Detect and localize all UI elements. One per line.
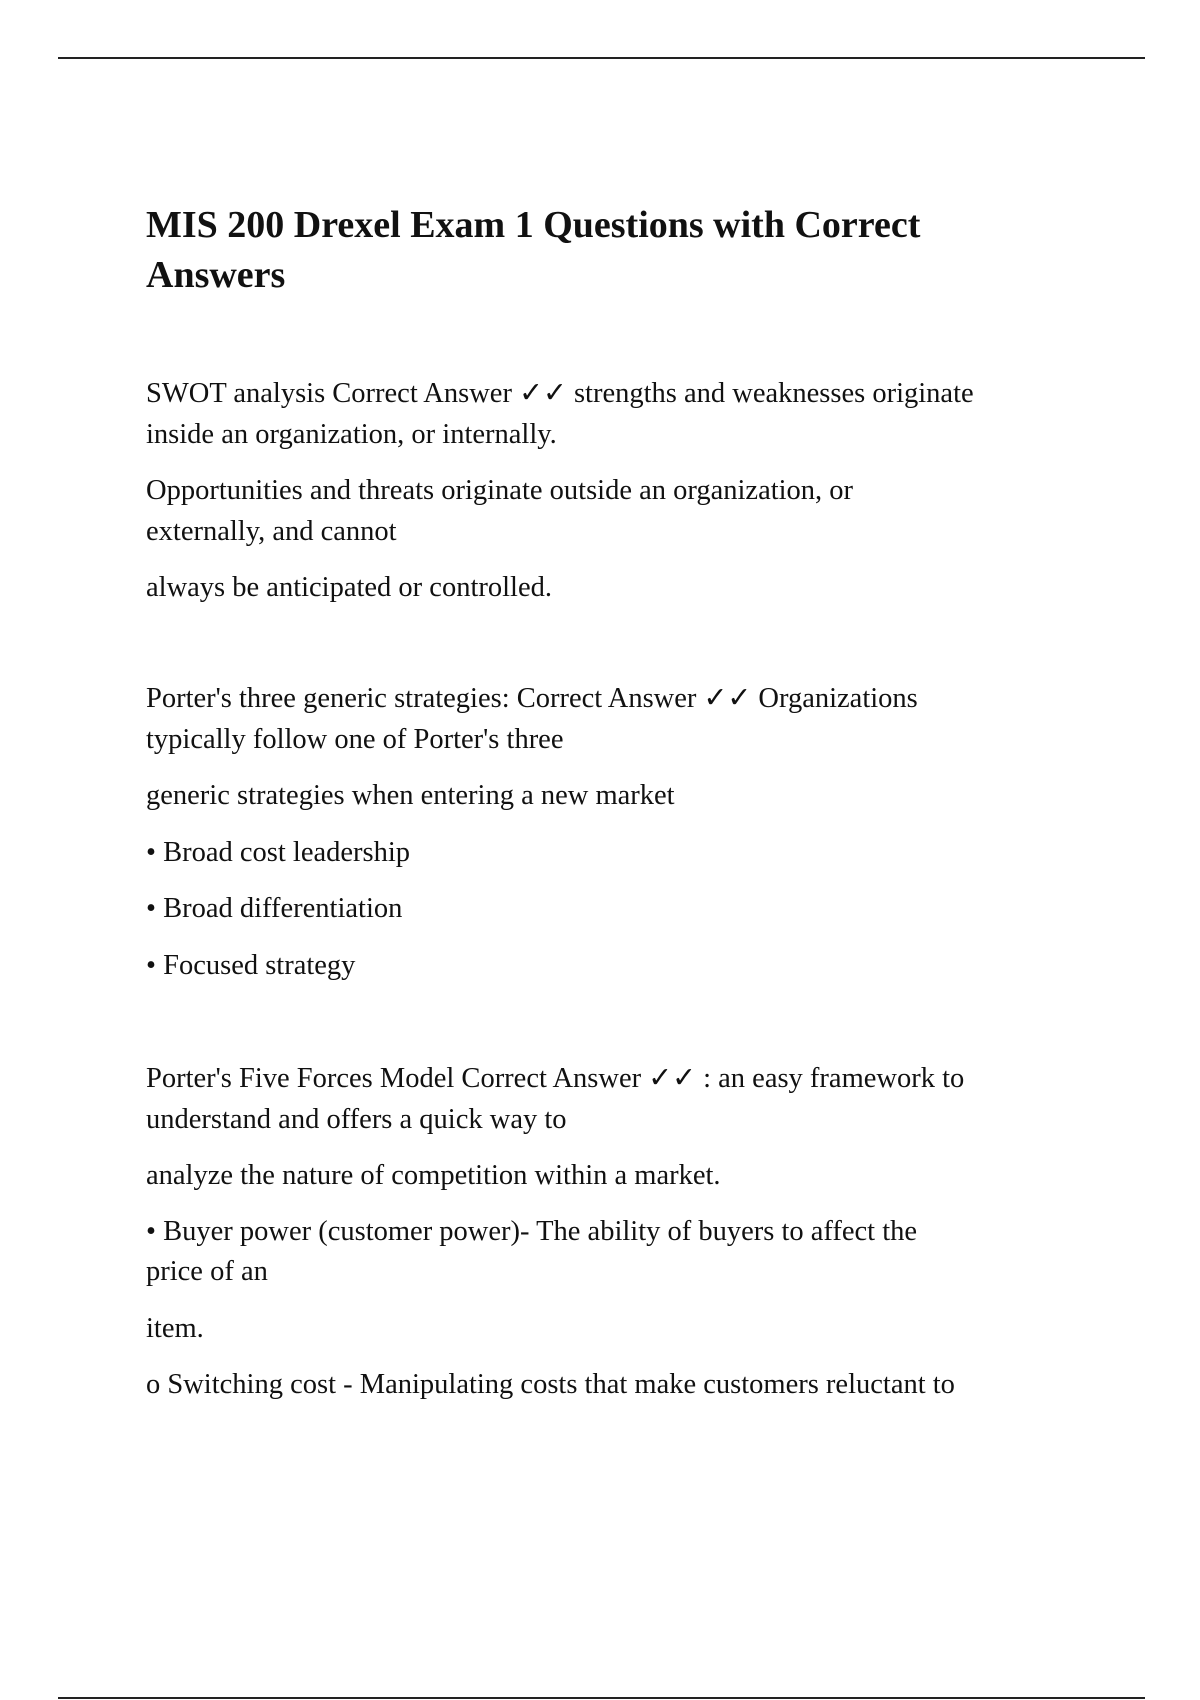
text-line: understand and offers a quick way to (146, 1104, 567, 1135)
bottom-rule (58, 1697, 1145, 1699)
text-line: SWOT analysis Correct Answer ✓✓ strengths and weaknesses originate (146, 378, 974, 409)
text-line: analyze the nature of competition within a market. (146, 1160, 721, 1191)
text-line: inside an organization, or internally. (146, 419, 557, 450)
text-line: Opportunities and threats originate outside an organization, or (146, 475, 854, 506)
text-line: Porter's Five Forces Model Correct Answer ✓✓ : an easy framework to (146, 1063, 965, 1094)
text-line: externally, and cannot (146, 516, 397, 547)
text-line: typically follow one of Porter's three (146, 724, 564, 755)
text-line: price of an (146, 1256, 268, 1287)
top-rule (58, 57, 1145, 59)
text-line: item. (146, 1313, 204, 1344)
document-title: MIS 200 Drexel Exam 1 Questions with Correct Answers (146, 204, 921, 296)
text-line: generic strategies when entering a new market (146, 780, 675, 811)
list-item: o Switching cost - Manipulating costs that make customers reluctant to (146, 1369, 955, 1400)
list-item: • Buyer power (customer power)- The ability of buyers to affect the (146, 1216, 918, 1247)
list-item: • Focused strategy (146, 950, 356, 981)
text-line: Porter's three generic strategies: Correct Answer ✓✓ Organizations (146, 683, 918, 714)
text-line: always be anticipated or controlled. (146, 572, 552, 603)
list-item: • Broad differentiation (146, 893, 403, 924)
list-item: • Broad cost leadership (146, 837, 411, 868)
